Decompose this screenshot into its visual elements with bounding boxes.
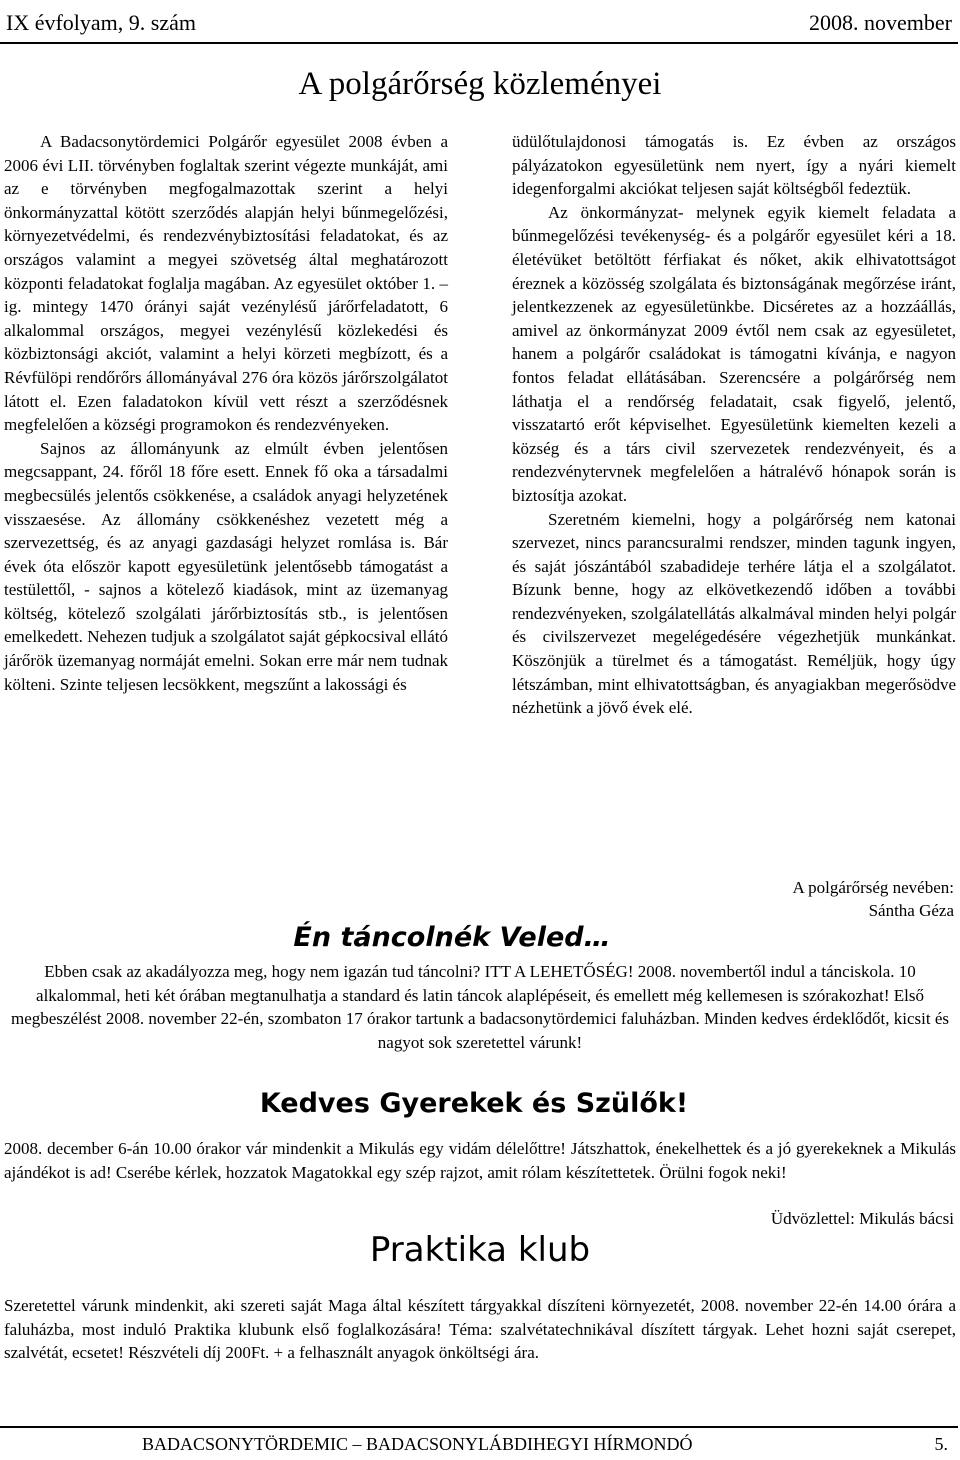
- mikulas-section-text: 2008. december 6-án 10.00 órakor vár mindenkit a Mikulás egy vidám délelőttre! Játszhattok, énekelhettek és a jó gyerekeknek a Mikulás ajándékot is ad! Cserébe kérlek, hozzatok Magatokkal egy szép rajzot, amit rólam készítettetek. Örülni fogok neki!: [4, 1139, 956, 1182]
- dance-section-text: Ebben csak az akadályozza meg, hogy nem igazán tud táncolni? ITT A LEHETŐSÉG! 2008. novembertől indul a tánciskola. 10 alkalommal, heti két órában megtanulhatja a standard és latin táncok alaplépéseit, és emellett még kellemesen is szórakozhat! Első megbeszélést 2008. november 22-én, szombaton 17 órakor tartunk a badacsonytördemici faluházban. Minden kedves érdeklődőt, kicsit és nagyot sok szeretettel várunk!: [10, 962, 950, 1052]
- page-number: 5.: [934, 1434, 948, 1454]
- page-footer: [0, 1426, 958, 1454]
- article-paragraph: Szeretném kiemelni, hogy a polgárőrség nem katonai szervezet, nincs parancsuralmi rendszer, minden tagunk ingyen, és saját jószántából szabadideje terhére látja el a szolgálatot. Bízunk benne, hogy az elkövetkezendő időben a további rendezvényeken, szolgálatellátás alkalmával minden helyi polgár és civilszervezet megelégedésére végezhetjük munkánkat. Köszönjük a türelmet és a támogatást. Reméljük, hogy úgy létszámban, mint elhivatottságban, és anyagiakban megerősödve nézhetünk a jövő évek elé.: [512, 509, 956, 718]
- article-paragraph: Az önkormányzat- melynek egyik kiemelt feladata a bűnmegelőzési tevékenység- és a polgárőr egyesület kéri a 18. életévüket betöltött férfiakat és nőket, akik elhivatottságot éreznek a közösség szolgálata és biztonságának megőrzése iránt, jelentkezzenek az egyesületünkbe. Dicséretes az a hozzáállás, amivel az önkormányzat 2009 évtől nem csak az egyesületet, hanem a polgárőr családokat is támogatni kívánja, e nagyon fontos feladat ellátásában. Szerencsére a polgárőrség nem láthatja el a rendőrség feladatait, csak figyelő, jelentő, visszatartó erőt képviselhet. Egyesületünk kiemelten kezeli a község és a társ civil szervezetek rendezvényeit, és a rendezvénytervnek megfelelően a hátralévő hónapok során is biztosítja azokat.: [512, 202, 956, 505]
- article-left-column: [4, 130, 448, 696]
- article-paragraph: Sajnos az állományunk az elmúlt évben jelentősen megcsappant, 24. főről 18 főre esett. Ennek fő oka a társadalmi megbecsülés jelentős csökkenése, a családok anyagi helyzetének visszaesése. Az állomány csökkenéshez vezetett még a szervezettség, és az anyagi gazdasági helyzet romlása is. Bár évek óta először kapott egyesületünk jelentősebb támogatást a testülettől, - sajnos a kötelező kiadások, mint az üzemanyag költség, kötelező szolgálati járőrbiztosítás stb., is jelentősen emelkedett. Nehezen tudjuk a szolgálatot saját gépkocsival ellátó járőrök üzemanyag normáját emelni. Sokan erre már nem tudnak költeni. Szinte teljesen lecsökkent, megszűnt a lakossági és: [4, 438, 448, 694]
- page-header: [0, 8, 958, 44]
- issue-date: 2008. november: [809, 10, 952, 35]
- article-paragraph: A Badacsonytördemici Polgárőr egyesület 2008 évben a 2006 évi LII. törvényben foglaltak szerint végezte munkáját, ami az e törvényben megfogalmazottak szerint a helyi önkormányzattal kötött szerződés alapján helyi bűnmegelőzési, környezetvédelmi, és rendezvénybiztosítási feladatokat, és az országos valamint a megyei szövetség által meghatározott központi feladatokat foglalja magában. Az egyesület október 1. –ig. mintegy 1470 órányi saját vezénylésű járőrfeladatott, 6 alkalommal országos, megyei vezénylésű közlekedési és közbiztonsági akciót, valamint a helyi körzeti megbízott, és a Révfülöpi rendőrőrs állományával 276 óra közös járőrszolgálatot látott el. Ezen faladatokon kívül vett részt a szerződésnek megfelelően a községi programokon és rendezvényeken.: [4, 132, 448, 435]
- article-signature: [793, 876, 954, 922]
- article-right-column: [512, 130, 956, 720]
- mikulas-greeting: Üdvözlettel: Mikulás bácsi: [770, 1209, 954, 1228]
- publication-name: BADACSONYTÖRDEMIC – BADACSONYLÁBDIHEGYI HÍRMONDÓ: [142, 1434, 693, 1454]
- article-title: A polgárőrség közleményei: [298, 66, 662, 102]
- praktika-section-text: Szeretettel várunk mindenkit, aki szereti saját Maga által készített tárgyakkal díszíteni környezetét, 2008. november 22-én 14.00 órára a faluházba, most induló Praktika klubunk első foglalkozására! Téma: szalvétatechnikával díszített tárgyak. Lehet hozni saját cserepet, szalvétát, ecsetet! Részvételi díj 200Ft. + a felhasznált anyagok önköltségi ára.: [4, 1296, 956, 1363]
- praktika-section-title: Praktika klub: [369, 1230, 591, 1270]
- signature-name: Sántha Géza: [868, 901, 954, 920]
- article-paragraph: üdülőtulajdonosi támogatás is. Ez évben az országos pályázatokon egyesületünk nem nyert, így a nyári kiemelt idegenforgalmi akciókat teljesen saját költségből fedeztük.: [512, 132, 956, 199]
- issue-label: IX évfolyam, 9. szám: [6, 10, 196, 35]
- signature-role: A polgárőrség nevében:: [792, 878, 954, 897]
- dance-section-title: Én táncolnék Veled…: [293, 922, 611, 953]
- mikulas-section-title: Kedves Gyerekek és Szülők!: [259, 1088, 689, 1119]
